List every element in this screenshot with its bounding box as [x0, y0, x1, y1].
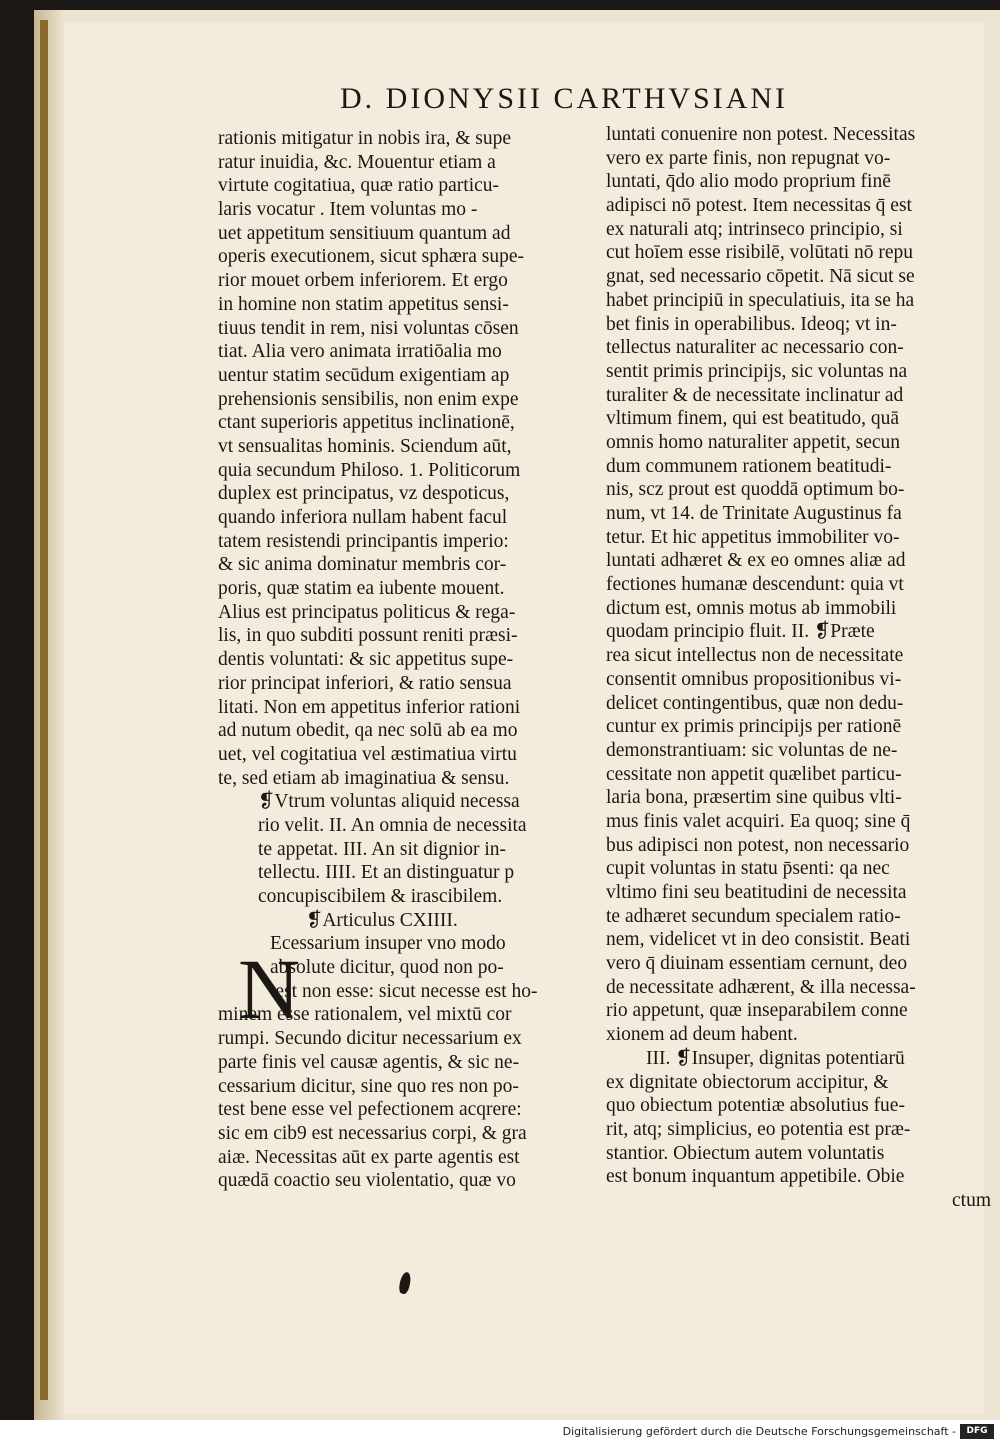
- text-line: sic em cib9 est necessarius corpi, & gra: [218, 1122, 527, 1144]
- text-line: rio velit. II. An omnia de necessita: [258, 814, 527, 836]
- text-line: concupiscibilem & irascibilem.: [258, 886, 503, 907]
- text-line: luntati adhæret & ex eo omnes aliæ ad: [606, 550, 906, 572]
- text-line: ❡Vtrum voluntas aliquid necessa: [258, 791, 520, 813]
- text-line: te appetat. III. An sit dignior in-: [258, 838, 507, 860]
- text-line: sentit primis principijs, sic voluntas na: [606, 360, 908, 382]
- text-line: de necessitate adhærent, & illa necessa-: [606, 976, 916, 998]
- text-line: tellectu. IIII. Et an distinguatur p: [258, 862, 515, 884]
- text-line: rior principat inferiori, & ratio sensua: [218, 672, 512, 694]
- text-line: Ecessarium insuper vno modo: [270, 933, 506, 955]
- binding-edge: [40, 20, 48, 1400]
- text-line: delicet contingentibus, quæ non dedu-: [606, 692, 904, 714]
- text-line: litati. Non em appetitus inferior rationi: [218, 696, 521, 718]
- text-line: consentit omnibus propositionibus vi-: [606, 668, 902, 690]
- text-line: adipisci nō potest. Item necessitas q̄ est: [606, 195, 912, 217]
- text-line: dum communem rationem beatitudi-: [606, 455, 892, 477]
- text-line: uentur statim secūdum exigentiam ap: [218, 364, 510, 386]
- text-line: laris vocatur . Item voluntas mo -: [218, 199, 478, 221]
- text-line: rit, atq; simplicius, eo potentia est præ-: [606, 1118, 911, 1140]
- text-line: omnis homo naturaliter appetit, secun: [606, 431, 901, 453]
- text-line: nem, videlicet vt in deo consistit. Beati: [606, 929, 911, 951]
- text-line: num, vt 14. de Trinitate Augustinus fa: [606, 503, 902, 524]
- text-line: test non esse: sicut necesse est ho-: [270, 980, 538, 1002]
- text-line: gnat, sed necessario cōpetit. Nā sicut se: [606, 266, 915, 288]
- text-line: uet, vel cogitatiua vel æstimatiua virtu: [218, 743, 517, 765]
- text-line: cut hoīem esse risibilē, volūtati nō repu: [606, 242, 914, 264]
- text-line: in homine non statim appetitus sensi-: [218, 293, 509, 315]
- text-line: absolute dicitur, quod non po-: [270, 957, 504, 979]
- text-line: tellectus naturaliter ac necessario con-: [606, 337, 904, 359]
- text-line: dictum est, omnis motus ab immobili: [606, 597, 897, 619]
- text-line: luntati, q̄do alio modo proprium finē: [606, 171, 891, 193]
- text-line: quia secundum Philoso. 1. Politicorum: [218, 459, 521, 481]
- left-text-column: [218, 127, 598, 1193]
- running-header: D. DIONYSII CARTHVSIANI: [340, 82, 789, 115]
- text-line: operis executionem, sicut sphæra supe-: [218, 246, 524, 268]
- text-line: quo obiectum potentiæ absolutius fue-: [606, 1095, 905, 1117]
- text-line: rio appetunt, quæ inseparabilem conne: [606, 1000, 908, 1022]
- text-line: cupit voluntas in statu p̄senti: qa nec: [606, 858, 890, 880]
- text-line: mus finis valet acquiri. Ea quoq; sine q̄: [606, 810, 911, 832]
- text-line: vt sensualitas hominis. Sciendum aūt,: [218, 435, 512, 457]
- text-line: fectiones humanæ descendunt: quia vt: [606, 574, 904, 596]
- text-line: tiuus tendit in rem, nisi voluntas cōsen: [218, 317, 519, 339]
- text-line: tiat. Alia vero animata irratiōalia mo: [218, 341, 502, 363]
- text-line: xionem ad deum habent.: [606, 1024, 798, 1046]
- text-line: tatem resistendi principantis imperio:: [218, 530, 509, 552]
- text-line: stantior. Obiectum autem voluntatis: [606, 1142, 885, 1164]
- text-line: Alius est principatus politicus & rega-: [218, 601, 516, 623]
- text-line: ex dignitate obiectorum accipitur, &: [606, 1071, 889, 1093]
- text-line: habet principiū in speculatiuis, ita se ha: [606, 289, 915, 311]
- text-line: III. ❡Insuper, dignitas potentiarū: [646, 1047, 905, 1069]
- text-line: cessitate non appetit quælibet particu-: [606, 763, 902, 785]
- text-line: virtute cogitatiua, quæ ratio particu-: [218, 175, 500, 197]
- text-line: ❡Articulus CXIIII.: [306, 909, 458, 931]
- text-line: quodam principio fluit. II. ❡Præte: [606, 621, 875, 643]
- text-line: te adhæret secundum specialem ratio-: [606, 905, 901, 927]
- text-line: ex naturali atq; intrinseco principio, si: [606, 218, 903, 240]
- footer-bar: [0, 1420, 1000, 1444]
- text-line: vltimum finem, qui est beatitudo, quā: [606, 408, 899, 430]
- text-line: ctant superioris appetitus inclinationē,: [218, 412, 515, 434]
- text-line: bus adipisci non potest, non necessario: [606, 834, 910, 856]
- text-line: rumpi. Secundo dicitur necessarium ex: [218, 1028, 522, 1050]
- text-line: poris, quæ statim ea iubente mouent.: [218, 578, 505, 600]
- text-line: ratur inuidia, &c. Mouentur etiam a: [218, 151, 496, 173]
- text-line: lis, in quo subditi possunt reniti præsi-: [218, 625, 518, 647]
- text-line: vero ex parte finis, non repugnat vo-: [606, 147, 891, 169]
- drop-cap: N: [238, 941, 301, 1037]
- text-line: nis, scz prout est quoddā optimum bo-: [606, 479, 905, 501]
- text-line: cessarium dicitur, sine quo res non po-: [218, 1075, 519, 1097]
- text-line: turaliter & de necessitate inclinatur ad: [606, 384, 904, 406]
- text-line: demonstrantiuam: sic voluntas de ne-: [606, 739, 898, 761]
- text-line: duplex est principatus, vz despoticus,: [218, 483, 510, 505]
- text-line: vero q̄ diuinam essentiam cernunt, deo: [606, 953, 908, 975]
- dfg-logo-icon: DFG: [960, 1424, 994, 1439]
- text-line: rationis mitigatur in nobis ira, & supe: [218, 128, 512, 149]
- text-line: vltimo fini seu beatitudini de necessita: [606, 882, 907, 903]
- text-line: aiæ. Necessitas aūt ex parte agentis est: [218, 1146, 520, 1168]
- text-line: est bonum inquantum appetibile. Obie: [606, 1166, 905, 1188]
- text-line: minem esse rationalem, vel mixtū cor: [218, 1004, 512, 1026]
- text-line: rea sicut intellectus non de necessitate: [606, 645, 904, 667]
- funding-notice: Digitalisierung gefördert durch die Deutsche Forschungsgemeinschaft -: [562, 1425, 956, 1438]
- text-line: bet finis in operabilibus. Ideoq; vt in-: [606, 313, 897, 335]
- text-line: rior mouet orbem inferiorem. Et ergo: [218, 270, 508, 292]
- text-line: & sic anima dominatur membris cor-: [218, 554, 507, 576]
- text-line: dentis voluntati: & sic appetitus supe-: [218, 649, 514, 671]
- text-line: ctum: [952, 1189, 991, 1211]
- text-line: uet appetitum sensitiuum quantum ad: [218, 222, 511, 244]
- right-text-column: [606, 123, 991, 1213]
- text-line: te, sed etiam ab imaginatiua & sensu.: [218, 767, 510, 789]
- page-gutter-shadow: [34, 10, 64, 1420]
- text-line: quædā coactio seu violentatio, quæ vo: [218, 1170, 516, 1192]
- text-line: test bene esse vel pefectionem acqrere:: [218, 1099, 522, 1121]
- text-line: ad nutum obedit, qa nec solū ab ea mo: [218, 720, 518, 742]
- text-line: tetur. Et hic appetitus immobiliter vo-: [606, 526, 900, 548]
- text-line: luntati conuenire non potest. Necessitas: [606, 124, 916, 145]
- text-line: parte finis vel causæ agentis, & sic ne-: [218, 1051, 520, 1073]
- text-line: cuntur ex primis principijs per rationē: [606, 716, 902, 738]
- text-line: laria bona, præsertim sine quibus vlti-: [606, 787, 902, 809]
- text-line: prehensionis sensibilis, non enim expe: [218, 388, 519, 410]
- text-line: quando inferiora nullam habent facul: [218, 507, 508, 528]
